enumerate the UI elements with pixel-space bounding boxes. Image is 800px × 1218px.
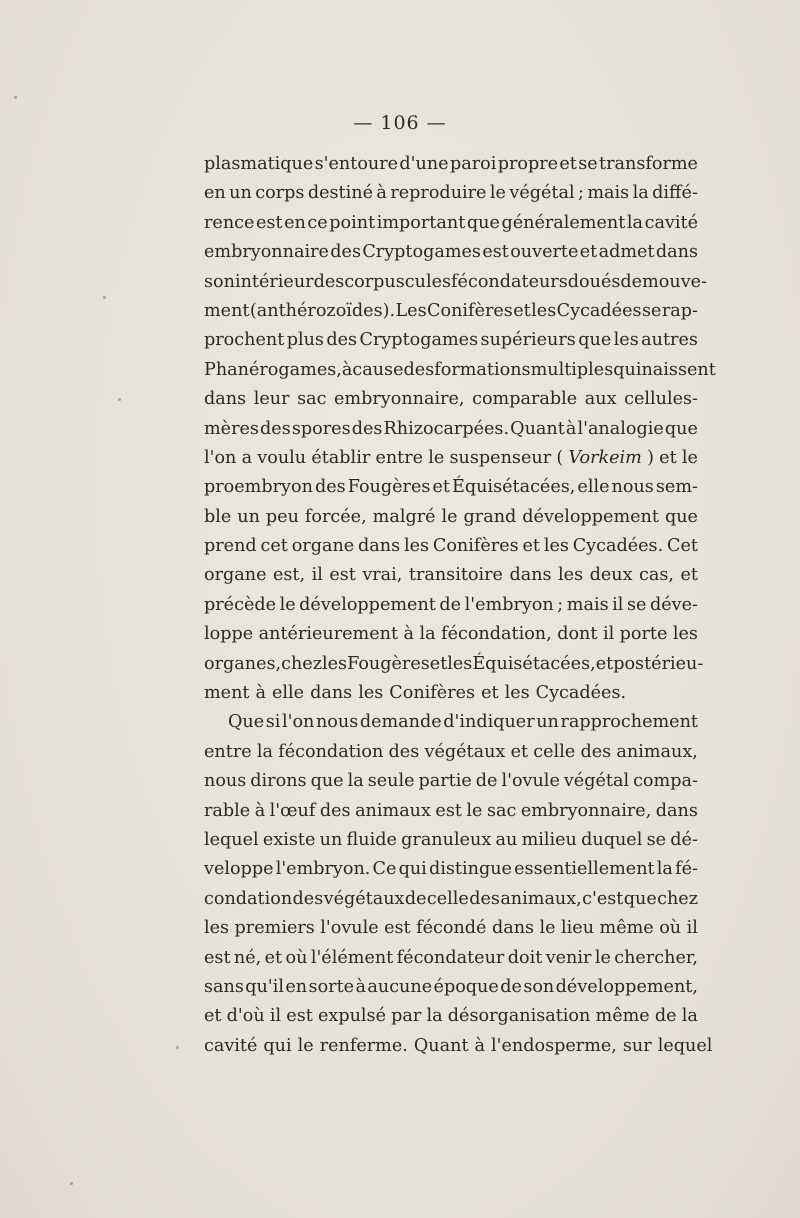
paper-speck	[118, 398, 121, 401]
paper-speck	[70, 1182, 73, 1185]
text-line: ment (anthérozoïdes). Les Conifères et les Cycadées se rap-	[204, 300, 698, 321]
text-line: en un corps destiné à reproduire le végétal ; mais la diffé-	[204, 183, 698, 204]
text-line: l'on a voulu établir entre le suspenseur ( Vorkeim ) et le	[204, 447, 698, 468]
page-number: — 106 —	[353, 112, 447, 134]
text-line: plasmatique s'entoure d'une paroi propre et se transforme	[204, 154, 698, 174]
text-line: prend cet organe dans les Conifères et les Cycadées. Cet	[204, 536, 698, 557]
text-line: nous dirons que la seule partie de l'ovule végétal compa-	[204, 771, 698, 792]
text-line: dans leur sac embryonnaire, comparable aux cellules-	[204, 389, 698, 410]
text-line: Phanérogames, à cause des formations multiples qui naissent	[204, 359, 716, 380]
text-line: embryonnaire des Cryptogames est ouverte et admet dans	[204, 242, 698, 263]
text-line: organes, chez les Fougères et les Équisétacées, et postérieu-	[204, 653, 704, 674]
paper-speck	[14, 96, 17, 99]
text-line: rence est en ce point important que généralement la cavité	[204, 212, 698, 233]
text-line: proembryon des Fougères et Équisétacées, elle nous sem-	[204, 477, 698, 498]
text-line: mères des spores des Rhizocarpées. Quant à l'analogie que	[204, 418, 698, 439]
text-line: ble un peu forcée, malgré le grand développement que	[204, 506, 698, 527]
text-line: sans qu'il en sorte à aucune époque de son développement,	[204, 976, 698, 997]
text-line: condation des végétaux de celle des animaux, c'est que chez	[204, 888, 698, 909]
text-line: ment à elle dans les Conifères et les Cycadées.	[204, 683, 627, 704]
paper-speck	[176, 1046, 179, 1049]
text-line: les premiers l'ovule est fécondé dans le lieu même où il	[204, 918, 698, 939]
text-line: cavité qui le renferme. Quant à l'endosperme, sur lequel	[204, 1035, 713, 1056]
text-line: veloppe l'embryon. Ce qui distingue essentiellement la fé-	[204, 859, 698, 880]
text-line: est né, et où l'élément fécondateur doit venir le chercher,	[204, 947, 698, 968]
text-line: son intérieur des corpuscules fécondateurs doués de mouve-	[204, 271, 707, 292]
text-line: rable à l'œuf des animaux est le sac embryonnaire, dans	[204, 800, 698, 821]
text-line: organe est, il est vrai, transitoire dans les deux cas, et	[204, 565, 698, 586]
text-line: précède le développement de l'embryon ; mais il se déve-	[204, 594, 698, 615]
text-line: Que si l'on nous demande d'indiquer un rapprochement	[228, 712, 698, 733]
text-line: lequel existe un fluide granuleux au milieu duquel se dé-	[204, 829, 698, 850]
body-text	[204, 150, 716, 1061]
text-line: et d'où il est expulsé par la désorganisation même de la	[204, 1006, 698, 1027]
text-line: prochent plus des Cryptogames supérieurs que les autres	[204, 330, 698, 351]
text-line: entre la fécondation des végétaux et celle des animaux,	[204, 741, 698, 762]
paper-speck	[103, 296, 106, 299]
text-line: loppe antérieurement à la fécondation, dont il porte les	[204, 624, 698, 645]
